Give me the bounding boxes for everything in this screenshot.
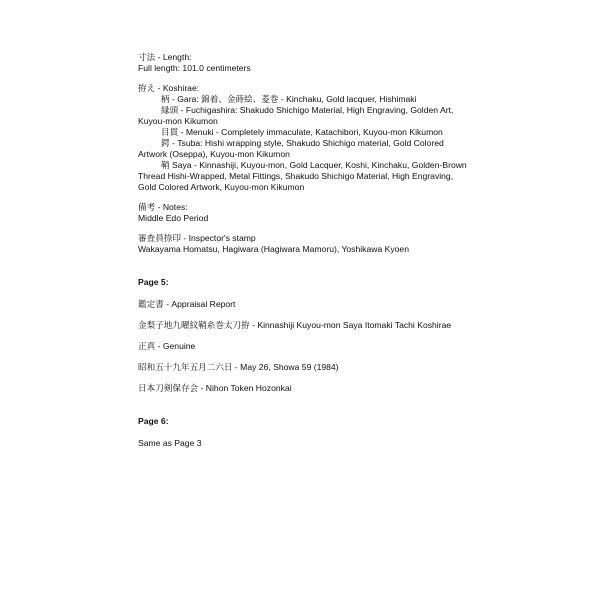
page5-genuine: 正真 - Genuine — [138, 341, 196, 351]
stamp-section — [138, 233, 468, 255]
notes-heading: 備考 - Notes: — [138, 202, 188, 212]
koshirae-fuchigashira: 縁頭 - Fuchigashira: Shakudo Shichigo Material, High Engraving, Golden Art, Kuyou-mon Kikumon — [138, 105, 454, 126]
page6-text: Same as Page 3 — [138, 438, 202, 448]
stamp-text: Wakayama Homatsu, Hagiwara (Hagiwara Mamoru), Yoshikawa Kyoen — [138, 244, 409, 254]
notes-text: Middle Edo Period — [138, 213, 209, 223]
length-section — [138, 52, 468, 74]
koshirae-tsuba: 鍔 - Tsuba: Hishi wrapping style, Shakudo Shichigo material, Gold Colored Artwork (Oseppa), Kuyou-mon Kikumon — [138, 138, 444, 159]
page5-society: 日本刀剣保存会 - Nihon Token Hozonkai — [138, 383, 292, 393]
page5-heading: Page 5: — [138, 277, 169, 287]
stamp-heading: 審査員捺印 - Inspector's stamp — [138, 233, 256, 243]
document-page — [138, 52, 468, 449]
koshirae-menuki: 目貫 - Menuki - Completely immaculate, Katachibori, Kuyou-mon Kikumon — [161, 127, 443, 137]
koshirae-saya: 鞘 Saya - Kinnashiji, Kuyou-mon, Gold Lacquer, Koshi, Kinchaku, Golden-Brown Thread Hishi-Wrapped, Metal Fittings, Shakudo Shichigo Material, High Engraving, Gold Colored Artwork, Kuyou-mon Kikumon — [138, 160, 467, 192]
page5-title: 金梨子地九曜紋鞘糸巻太刀拵 - Kinnashiji Kuyou-mon Saya Itomaki Tachi Koshirae — [138, 320, 452, 330]
koshirae-section — [138, 83, 468, 193]
full-length: Full length: 101.0 centimeters — [138, 63, 251, 73]
length-heading: 寸法 - Length: — [138, 52, 192, 62]
page6-heading: Page 6: — [138, 416, 169, 426]
page5-appraisal: 鑑定書 - Appraisal Report — [138, 299, 236, 309]
page5-date: 昭和五十九年五月二六日 - May 26, Showa 59 (1984) — [138, 362, 339, 372]
notes-section — [138, 202, 468, 224]
koshirae-gara: 柄 - Gara: 錦着、金蒔絵、菱巻 - Kinchaku, Gold lacquer, Hishimaki — [161, 94, 417, 104]
page6-section — [138, 416, 468, 449]
koshirae-heading: 拵え - Koshirae: — [138, 83, 200, 93]
page5-section — [138, 277, 468, 394]
